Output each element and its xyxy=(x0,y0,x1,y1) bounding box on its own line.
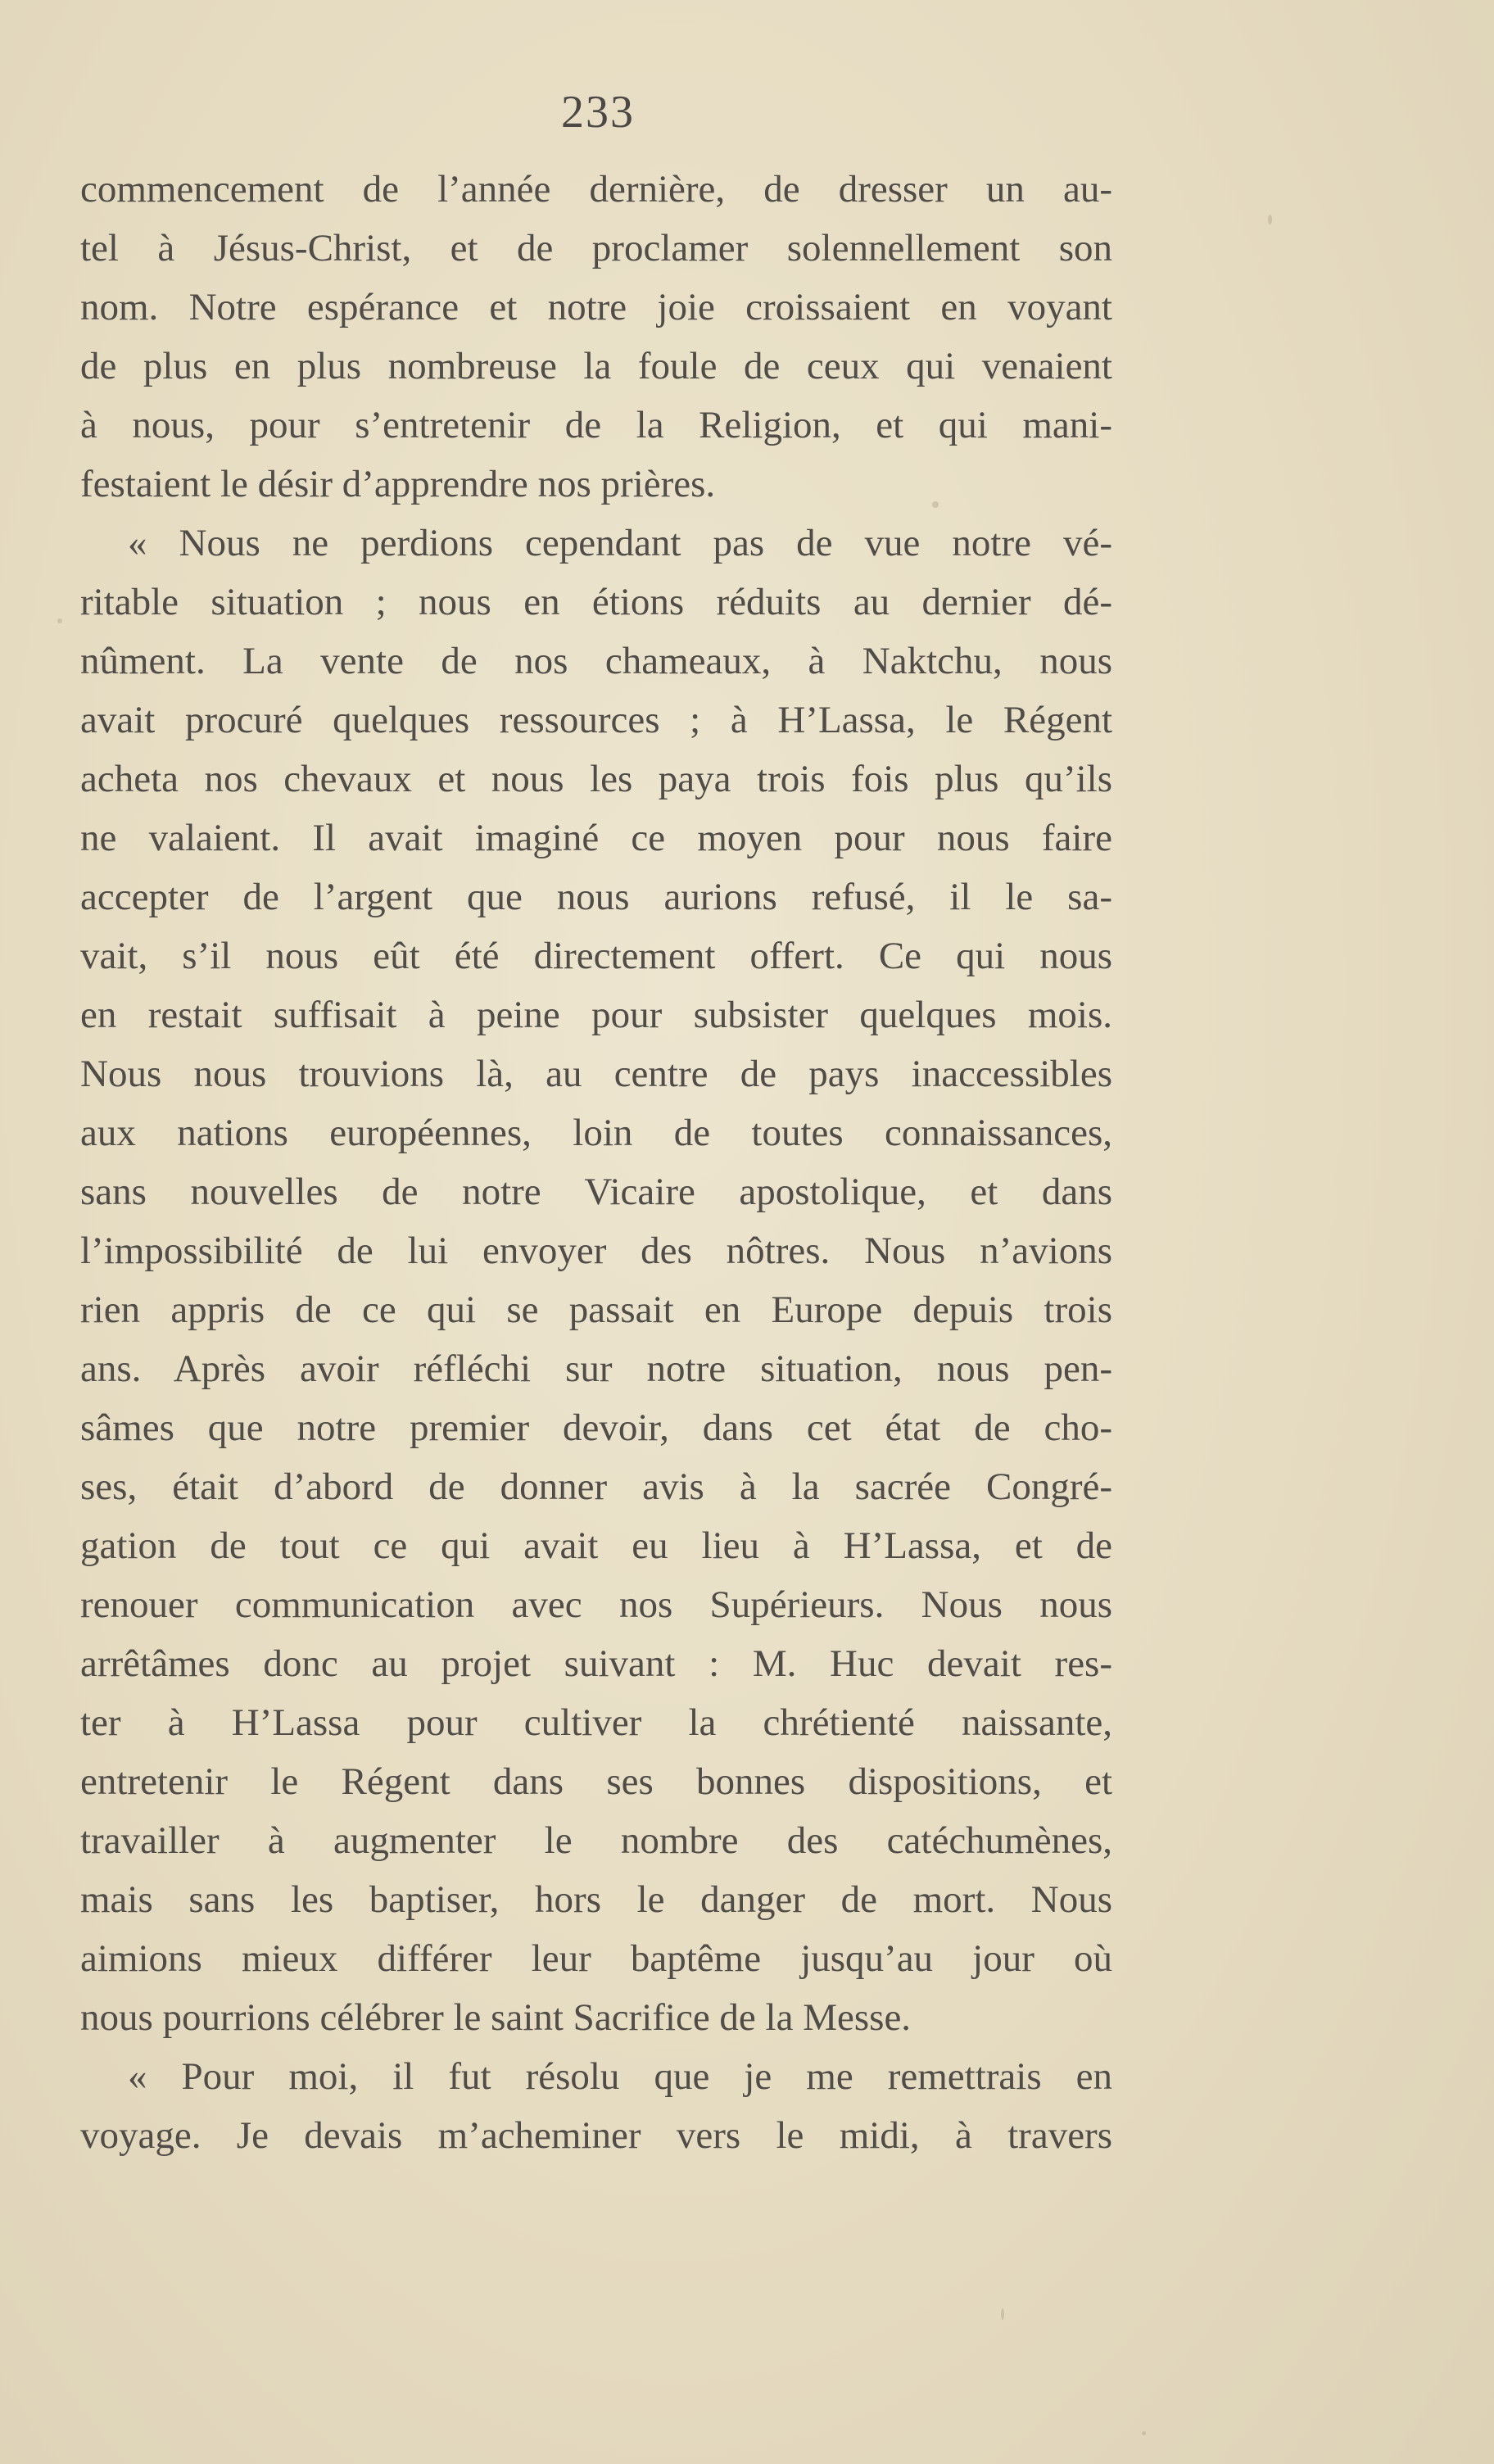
text-line: sans nouvelles de notre Vicaire apostolique, et dans xyxy=(80,1171,1112,1213)
text-line: « Nous ne perdions cependant pas de vue notre vé- xyxy=(128,522,1112,564)
paper-speck xyxy=(1142,2431,1146,2435)
text-line: ans. Après avoir réfléchi sur notre situation, nous pen- xyxy=(80,1348,1112,1390)
text-line: gation de tout ce qui avait eu lieu à H’Lassa, et de xyxy=(80,1524,1112,1567)
text-line: entretenir le Régent dans ses bonnes dispositions, et xyxy=(80,1760,1112,1803)
page-number: 233 xyxy=(561,87,635,138)
text-line: « Pour moi, il fut résolu que je me remettrais en xyxy=(128,2055,1112,2098)
text-line: festaient le désir d’apprendre nos prières. xyxy=(80,463,716,505)
text-line: nûment. La vente de nos chameaux, à Naktchu, nous xyxy=(80,640,1112,682)
text-line: avait procuré quelques ressources ; à H’Lassa, le Régent xyxy=(80,699,1112,741)
text-line: ses, était d’abord de donner avis à la sacrée Congré- xyxy=(80,1465,1112,1508)
text-line: de plus en plus nombreuse la foule de ceux qui venaient xyxy=(80,345,1112,387)
body-text xyxy=(80,160,1112,2165)
text-line: ne valaient. Il avait imaginé ce moyen pour nous faire xyxy=(80,817,1112,859)
text-line: sâmes que notre premier devoir, dans cet état de cho- xyxy=(80,1406,1112,1449)
text-line: ter à H’Lassa pour cultiver la chrétienté naissante, xyxy=(80,1701,1112,1744)
text-line: aimions mieux différer leur baptême jusqu’au jour où xyxy=(80,1937,1112,1980)
text-line: rien appris de ce qui se passait en Europe depuis trois xyxy=(80,1289,1112,1331)
text-line: Nous nous trouvions là, au centre de pays inaccessibles xyxy=(80,1053,1112,1095)
text-line: acheta nos chevaux et nous les paya trois fois plus qu’ils xyxy=(80,758,1112,800)
text-line: nous pourrions célébrer le saint Sacrifice de la Messe. xyxy=(80,1996,912,2039)
text-line: commencement de l’année dernière, de dresser un au- xyxy=(80,168,1112,211)
text-line: ritable situation ; nous en étions réduits au dernier dé- xyxy=(80,581,1112,623)
text-line: travailler à augmenter le nombre des catéchumènes, xyxy=(80,1819,1112,1862)
paper-speck xyxy=(57,618,62,623)
paper-speck xyxy=(1001,2308,1004,2320)
text-line: voyage. Je devais m’acheminer vers le midi, à travers xyxy=(80,2114,1112,2157)
text-line: nom. Notre espérance et notre joie croissaient en voyant xyxy=(80,286,1112,328)
paper-speck xyxy=(1268,215,1272,224)
text-line: mais sans les baptiser, hors le danger de mort. Nous xyxy=(80,1878,1112,1921)
text-line: à nous, pour s’entretenir de la Religion, et qui mani- xyxy=(80,404,1112,446)
text-line: vait, s’il nous eût été directement offert. Ce qui nous xyxy=(80,935,1112,977)
text-line: en restait suffisait à peine pour subsister quelques mois. xyxy=(80,994,1112,1036)
text-line: tel à Jésus-Christ, et de proclamer solennellement son xyxy=(80,227,1112,270)
paper-speck xyxy=(932,501,939,508)
text-line: l’impossibilité de lui envoyer des nôtres. Nous n’avions xyxy=(80,1230,1112,1272)
text-line: accepter de l’argent que nous aurions refusé, il le sa- xyxy=(80,876,1112,918)
text-line: arrêtâmes donc au projet suivant : M. Huc devait res- xyxy=(80,1642,1112,1685)
text-line: aux nations européennes, loin de toutes connaissances, xyxy=(80,1112,1112,1154)
text-line: renouer communication avec nos Supérieurs. Nous nous xyxy=(80,1583,1112,1626)
